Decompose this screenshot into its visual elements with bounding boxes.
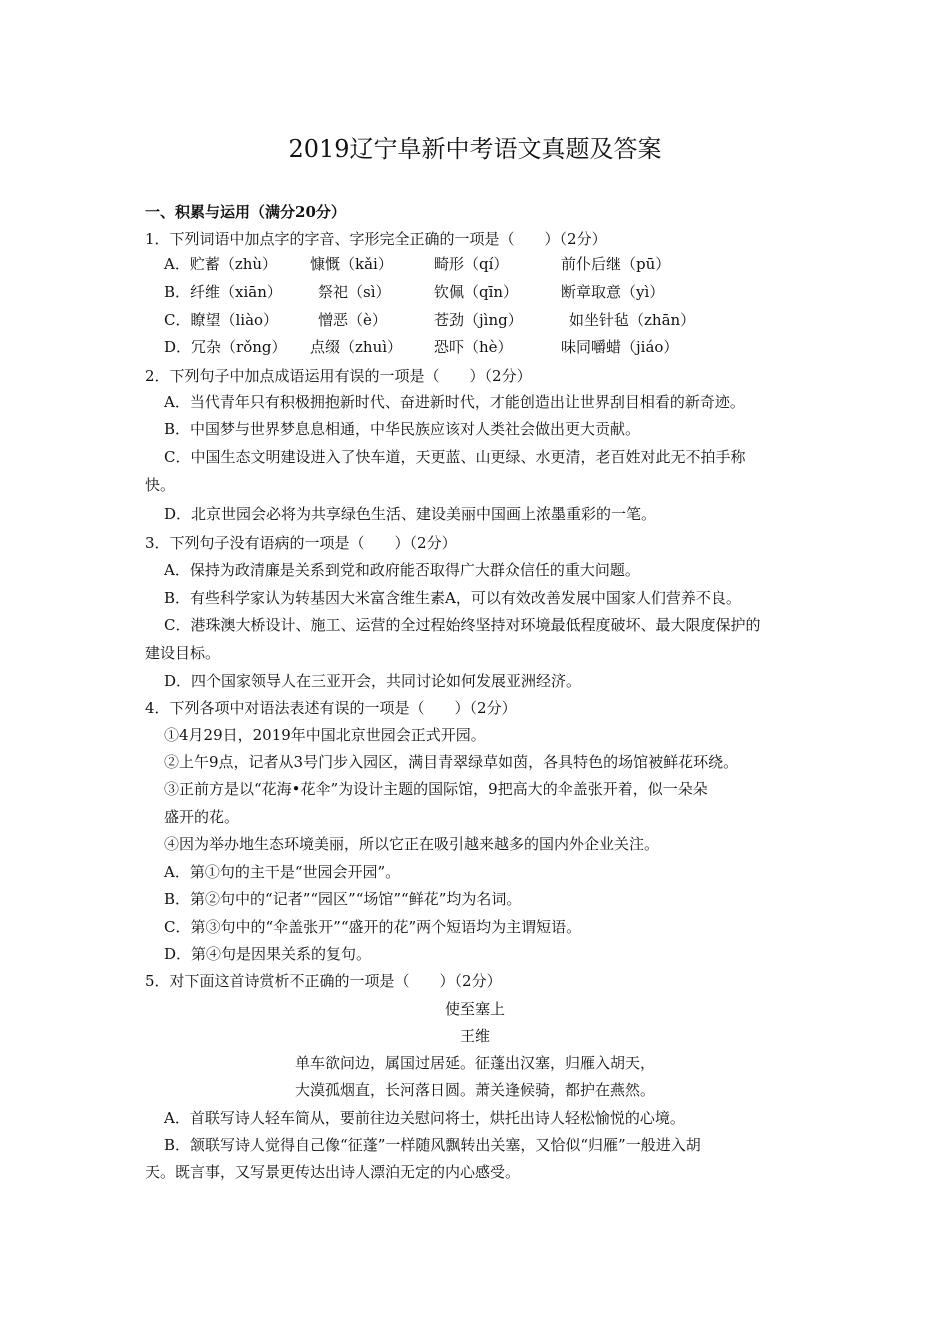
poem-author: 王维 [459, 1027, 490, 1045]
q4-sentence-4: ④因为举办地生态环境美丽，所以它正在吸引越来越多的国内外企业关注。 [164, 835, 660, 853]
q1-option-b-word-3: 钦佩（qīn） [434, 283, 519, 301]
q1-option-a-word-1: A．贮蓄（zhù） [164, 255, 278, 273]
q2-option-d: D．北京世园会必将为共享绿色生活、建设美丽中国画上浓墨重彩的一笔。 [164, 505, 657, 523]
q1-option-d-word-1: D．冗杂（rǒng） [164, 338, 287, 356]
q1-option-b-word-2: 祭祀（sì） [318, 283, 391, 301]
q1-option-a-word-2: 慷慨（kǎi） [310, 255, 393, 273]
q5-option-a: A．首联写诗人轻车简从，要前往边关慰问将士，烘托出诗人轻松愉悦的心境。 [164, 1109, 685, 1127]
section-heading: 一、积累与运用（满分20分） [145, 203, 346, 221]
question-4-stem: 4．下列各项中对语法表述有误的一项是（ ）（2分） [145, 699, 517, 717]
q3-option-a: A．保持为政清廉是关系到党和政府能否取得广大群众信任的重大问题。 [164, 561, 640, 579]
q2-option-c: C．中国生态文明建设进入了快车道，天更蓝、山更绿、水更清，老百姓对此无不拍手称 [164, 448, 746, 466]
q2-option-c-continued: 快。 [145, 476, 176, 494]
q4-sentence-2: ②上午9点，记者从3号门步入园区，满目青翠绿草如茵，各具特色的场馆被鲜花环绕。 [164, 753, 739, 771]
q1-option-d-word-2: 点缀（zhuì） [310, 338, 403, 356]
q4-sentence-1: ①4月29日，2019年中国北京世园会正式开园。 [164, 726, 486, 744]
q2-option-a: A．当代青年只有积极拥抱新时代、奋进新时代，才能创造出让世界刮目相看的新奇迹。 [164, 393, 745, 411]
question-5-stem: 5．对下面这首诗赏析不正确的一项是（ ）（2分） [145, 972, 502, 990]
poem-line-1: 单车欲问边，属国过居延。征蓬出汉塞，归雁入胡天， [294, 1054, 655, 1072]
q3-option-c: C．港珠澳大桥设计、施工、运营的全过程始终坚持对环境最低程度破坏、最大限度保护的 [164, 616, 761, 634]
q4-option-c: C．第③句中的“伞盖张开”“盛开的花”两个短语均为主谓短语。 [164, 918, 582, 936]
q4-option-a: A．第①句的主干是“世园会开园”。 [164, 863, 401, 881]
q3-option-c-continued: 建设目标。 [145, 644, 221, 662]
q1-option-b-word-1: B．纤维（xiān） [164, 283, 282, 301]
q1-option-d-word-4: 味同嚼蜡（jiáo） [561, 338, 679, 356]
q3-option-b: B．有些科学家认为转基因大米富含维生素A，可以有效改善发展中国家人们营养不良。 [164, 589, 741, 607]
q3-option-d: D．四个国家领导人在三亚开会，共同讨论如何发展亚洲经济。 [164, 672, 582, 690]
q1-option-a-word-4: 前仆后继（pū） [561, 255, 671, 273]
question-3-stem: 3．下列句子没有语病的一项是（ ）（2分） [145, 534, 457, 552]
question-2-stem: 2．下列句子中加点成语运用有误的一项是（ ）（2分） [145, 367, 532, 385]
q4-sentence-3-continued: 盛开的花。 [164, 808, 240, 826]
q1-option-c-word-4: 如坐针毡（zhān） [569, 311, 696, 329]
q1-option-c-word-2: 憎恶（è） [318, 311, 387, 329]
q4-option-b: B．第②句中的“记者”“园区”“场馆”“鲜花”均为名词。 [164, 890, 522, 908]
q1-option-a-word-3: 畸形（qí） [434, 255, 509, 273]
q1-option-c-word-3: 苍劲（jìng） [434, 311, 523, 329]
q5-option-b: B．颔联写诗人觉得自己像“征蓬”一样随风飘转出关塞，又恰似“归雁”一般进入胡 [164, 1136, 701, 1154]
poem-line-2: 大漠孤烟直，长河落日圆。萧关逢候骑，都护在燕然。 [294, 1081, 655, 1099]
q5-option-b-continued: 天。既言事，又写景更传达出诗人漂泊无定的内心感受。 [145, 1163, 521, 1181]
q1-option-c-word-1: C．瞭望（liào） [164, 311, 279, 329]
question-1-stem: 1．下列词语中加点字的字音、字形完全正确的一项是（ ）（2分） [145, 230, 607, 248]
q1-option-b-word-4: 断章取意（yì） [561, 283, 665, 301]
q4-option-d: D．第④句是因果关系的复句。 [164, 945, 372, 963]
q1-option-d-word-3: 恐吓（hè） [434, 338, 513, 356]
q4-sentence-3: ③正前方是以“花海•花伞”为设计主题的国际馆，9把高大的伞盖张开着，似一朵朵 [164, 780, 708, 798]
document-title: 2019辽宁阜新中考语文真题及答案 [288, 135, 662, 163]
q2-option-b: B．中国梦与世界梦息息相通，中华民族应该对人类社会做出更大贡献。 [164, 420, 641, 438]
poem-title: 使至塞上 [444, 1000, 505, 1018]
